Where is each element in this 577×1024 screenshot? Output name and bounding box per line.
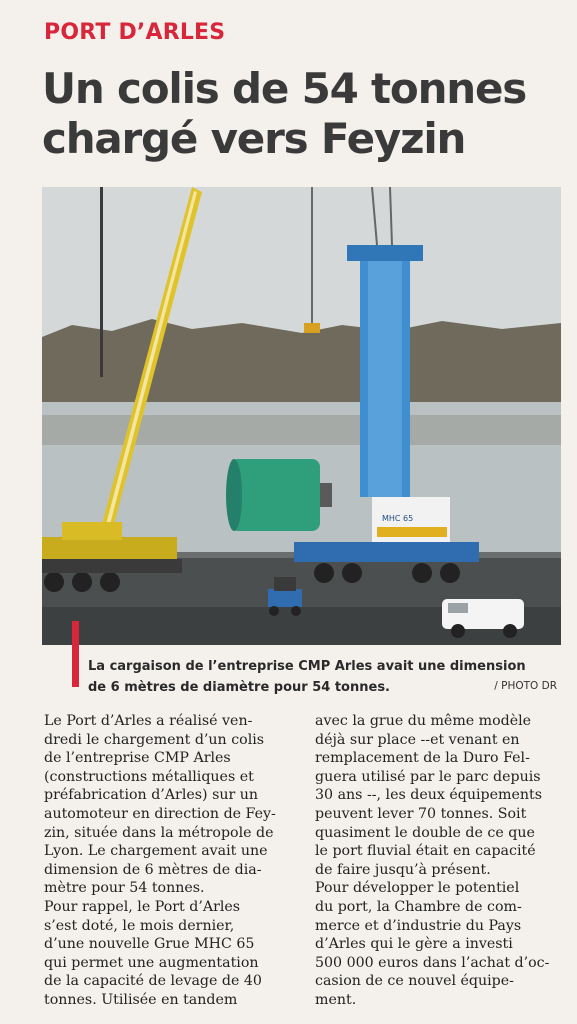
body-line: de l’entreprise CMP Arles — [44, 750, 231, 767]
body-line: tonnes. Utilisée en tandem — [44, 991, 238, 1008]
body-line: de faire jusqu’à présent. — [315, 861, 491, 878]
body-line: remplacement de la Duro Fel- — [315, 750, 530, 767]
body-line: préfabrication d’Arles) sur un — [44, 787, 259, 804]
article-photo — [42, 187, 561, 645]
body-line: mètre pour 54 tonnes. — [44, 880, 205, 897]
caption-accent-bar — [72, 621, 79, 687]
sky — [42, 187, 561, 337]
body-line: avec la grue du même modèle — [315, 713, 532, 729]
crane-hook — [304, 323, 320, 333]
green-package — [226, 459, 332, 531]
body-line: (constructions métalliques et — [44, 768, 254, 785]
body-line: qui permet une augmentation — [44, 954, 259, 971]
body-line: de la capacité de levage de 40 — [44, 973, 262, 990]
pole — [100, 187, 103, 377]
body-line: s’est doté, le mois dernier, — [44, 917, 235, 934]
headline — [42, 64, 562, 164]
headline-line: chargé vers Feyzin — [42, 114, 466, 163]
photo-caption — [88, 656, 558, 698]
photo-credit: / PHOTO DR — [494, 680, 557, 692]
body-line: 30 ans --, les deux équipements — [315, 787, 543, 804]
body-line: merce et d’industrie du Pays — [315, 917, 522, 934]
body-line: dredi le chargement d’un colis — [44, 731, 265, 748]
caption-line: La cargaison de l’entreprise CMP Arles avait une dimension — [88, 659, 526, 674]
body-line: dimension de 6 mètres de dia- — [44, 861, 262, 878]
crane-badge: MHC 65 — [382, 514, 414, 523]
body-line: 500 000 euros dans l’achat d’oc- — [315, 954, 550, 971]
body-line: Pour rappel, le Port d’Arles — [44, 898, 241, 915]
body-line: Pour développer le potentiel — [315, 880, 520, 897]
body-line: Le Port d’Arles a réalisé ven- — [44, 713, 253, 729]
body-line: automoteur en direction de Fey- — [44, 805, 276, 822]
body-line: déjà sur place --et venant en — [315, 731, 520, 748]
body-line: casion de ce nouvel équipe- — [315, 973, 514, 990]
port-crane-photo — [42, 187, 561, 645]
body-line: le port fluvial était en capacité — [315, 843, 536, 860]
body-line: zin, située dans la métropole de — [44, 824, 274, 841]
river-reflection — [42, 415, 561, 445]
body-line: d’une nouvelle Grue MHC 65 — [44, 936, 255, 953]
headline-line: Un colis de 54 tonnes — [42, 64, 527, 113]
body-line: peuvent lever 70 tonnes. Soit — [315, 805, 527, 822]
body-column-left — [44, 712, 294, 1010]
body-line: d’Arles qui le gère a investi — [315, 936, 513, 953]
body-line: guera utilisé par le parc depuis — [315, 768, 541, 785]
body-column-right — [315, 712, 565, 1010]
body-line: Lyon. Le chargement avait une — [44, 843, 268, 860]
caption-line: de 6 mètres de diamètre pour 54 tonnes. — [88, 680, 390, 695]
body-line: du port, la Chambre de com- — [315, 898, 522, 915]
body-line: quasiment le double de ce que — [315, 824, 535, 841]
body-line: ment. — [315, 991, 357, 1008]
section-rubric: PORT D’ARLES — [44, 20, 226, 45]
